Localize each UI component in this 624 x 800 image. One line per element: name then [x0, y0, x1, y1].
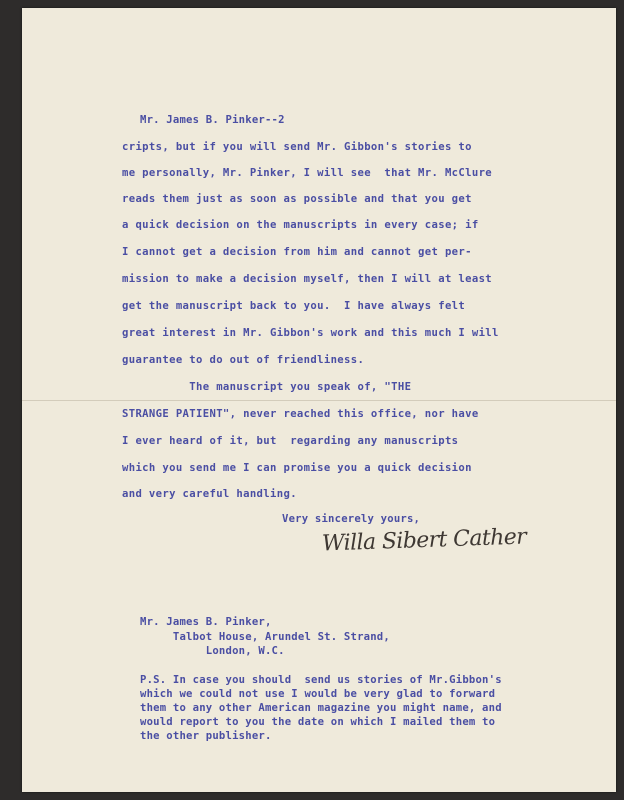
body-line-8: great interest in Mr. Gibbon's work and this much I will — [122, 327, 499, 339]
body-line-4: a quick decision on the manuscripts in every case; if — [122, 219, 479, 231]
postscript-line-3: them to any other American magazine you might name, and — [140, 702, 502, 714]
closing: Very sincerely yours, — [282, 513, 421, 525]
address-line-2: Talbot House, Arundel St. Strand, — [140, 631, 390, 643]
postscript-line-1: P.S. In case you should send us stories of Mr.Gibbon's — [140, 674, 502, 686]
body-line-9: guarantee to do out of friendliness. — [122, 354, 365, 366]
signature: Willa Sibert Cather — [321, 524, 527, 557]
body-line-13: which you send me I can promise you a quick decision — [122, 462, 472, 474]
postscript-line-4: would report to you the date on which I mailed them to — [140, 716, 496, 728]
page-header: Mr. James B. Pinker--2 — [140, 114, 285, 126]
address-line-3: London, W.C. — [140, 645, 285, 657]
body-line-2: me personally, Mr. Pinker, I will see that Mr. McClure — [122, 167, 493, 179]
body-line-6: mission to make a decision myself, then I will at least — [122, 273, 493, 285]
body-line-14: and very careful handling. — [122, 488, 297, 500]
body-line-3: reads them just as soon as possible and that you get — [122, 193, 472, 205]
body-line-1: cripts, but if you will send Mr. Gibbon's stories to — [122, 141, 472, 153]
postscript-line-2: which we could not use I would be very glad to forward — [140, 688, 496, 700]
postscript-line-5: the other publisher. — [140, 730, 272, 742]
body-line-5: I cannot get a decision from him and cannot get per- — [122, 246, 472, 258]
body-line-7: get the manuscript back to you. I have always felt — [122, 300, 466, 312]
body-line-12: I ever heard of it, but regarding any manuscripts — [122, 435, 459, 447]
body-line-10: The manuscript you speak of, "THE — [122, 381, 412, 393]
paper-fold-crease — [22, 400, 616, 401]
body-line-11: STRANGE PATIENT", never reached this office, nor have — [122, 408, 479, 420]
address-line-1: Mr. James B. Pinker, — [140, 616, 272, 628]
